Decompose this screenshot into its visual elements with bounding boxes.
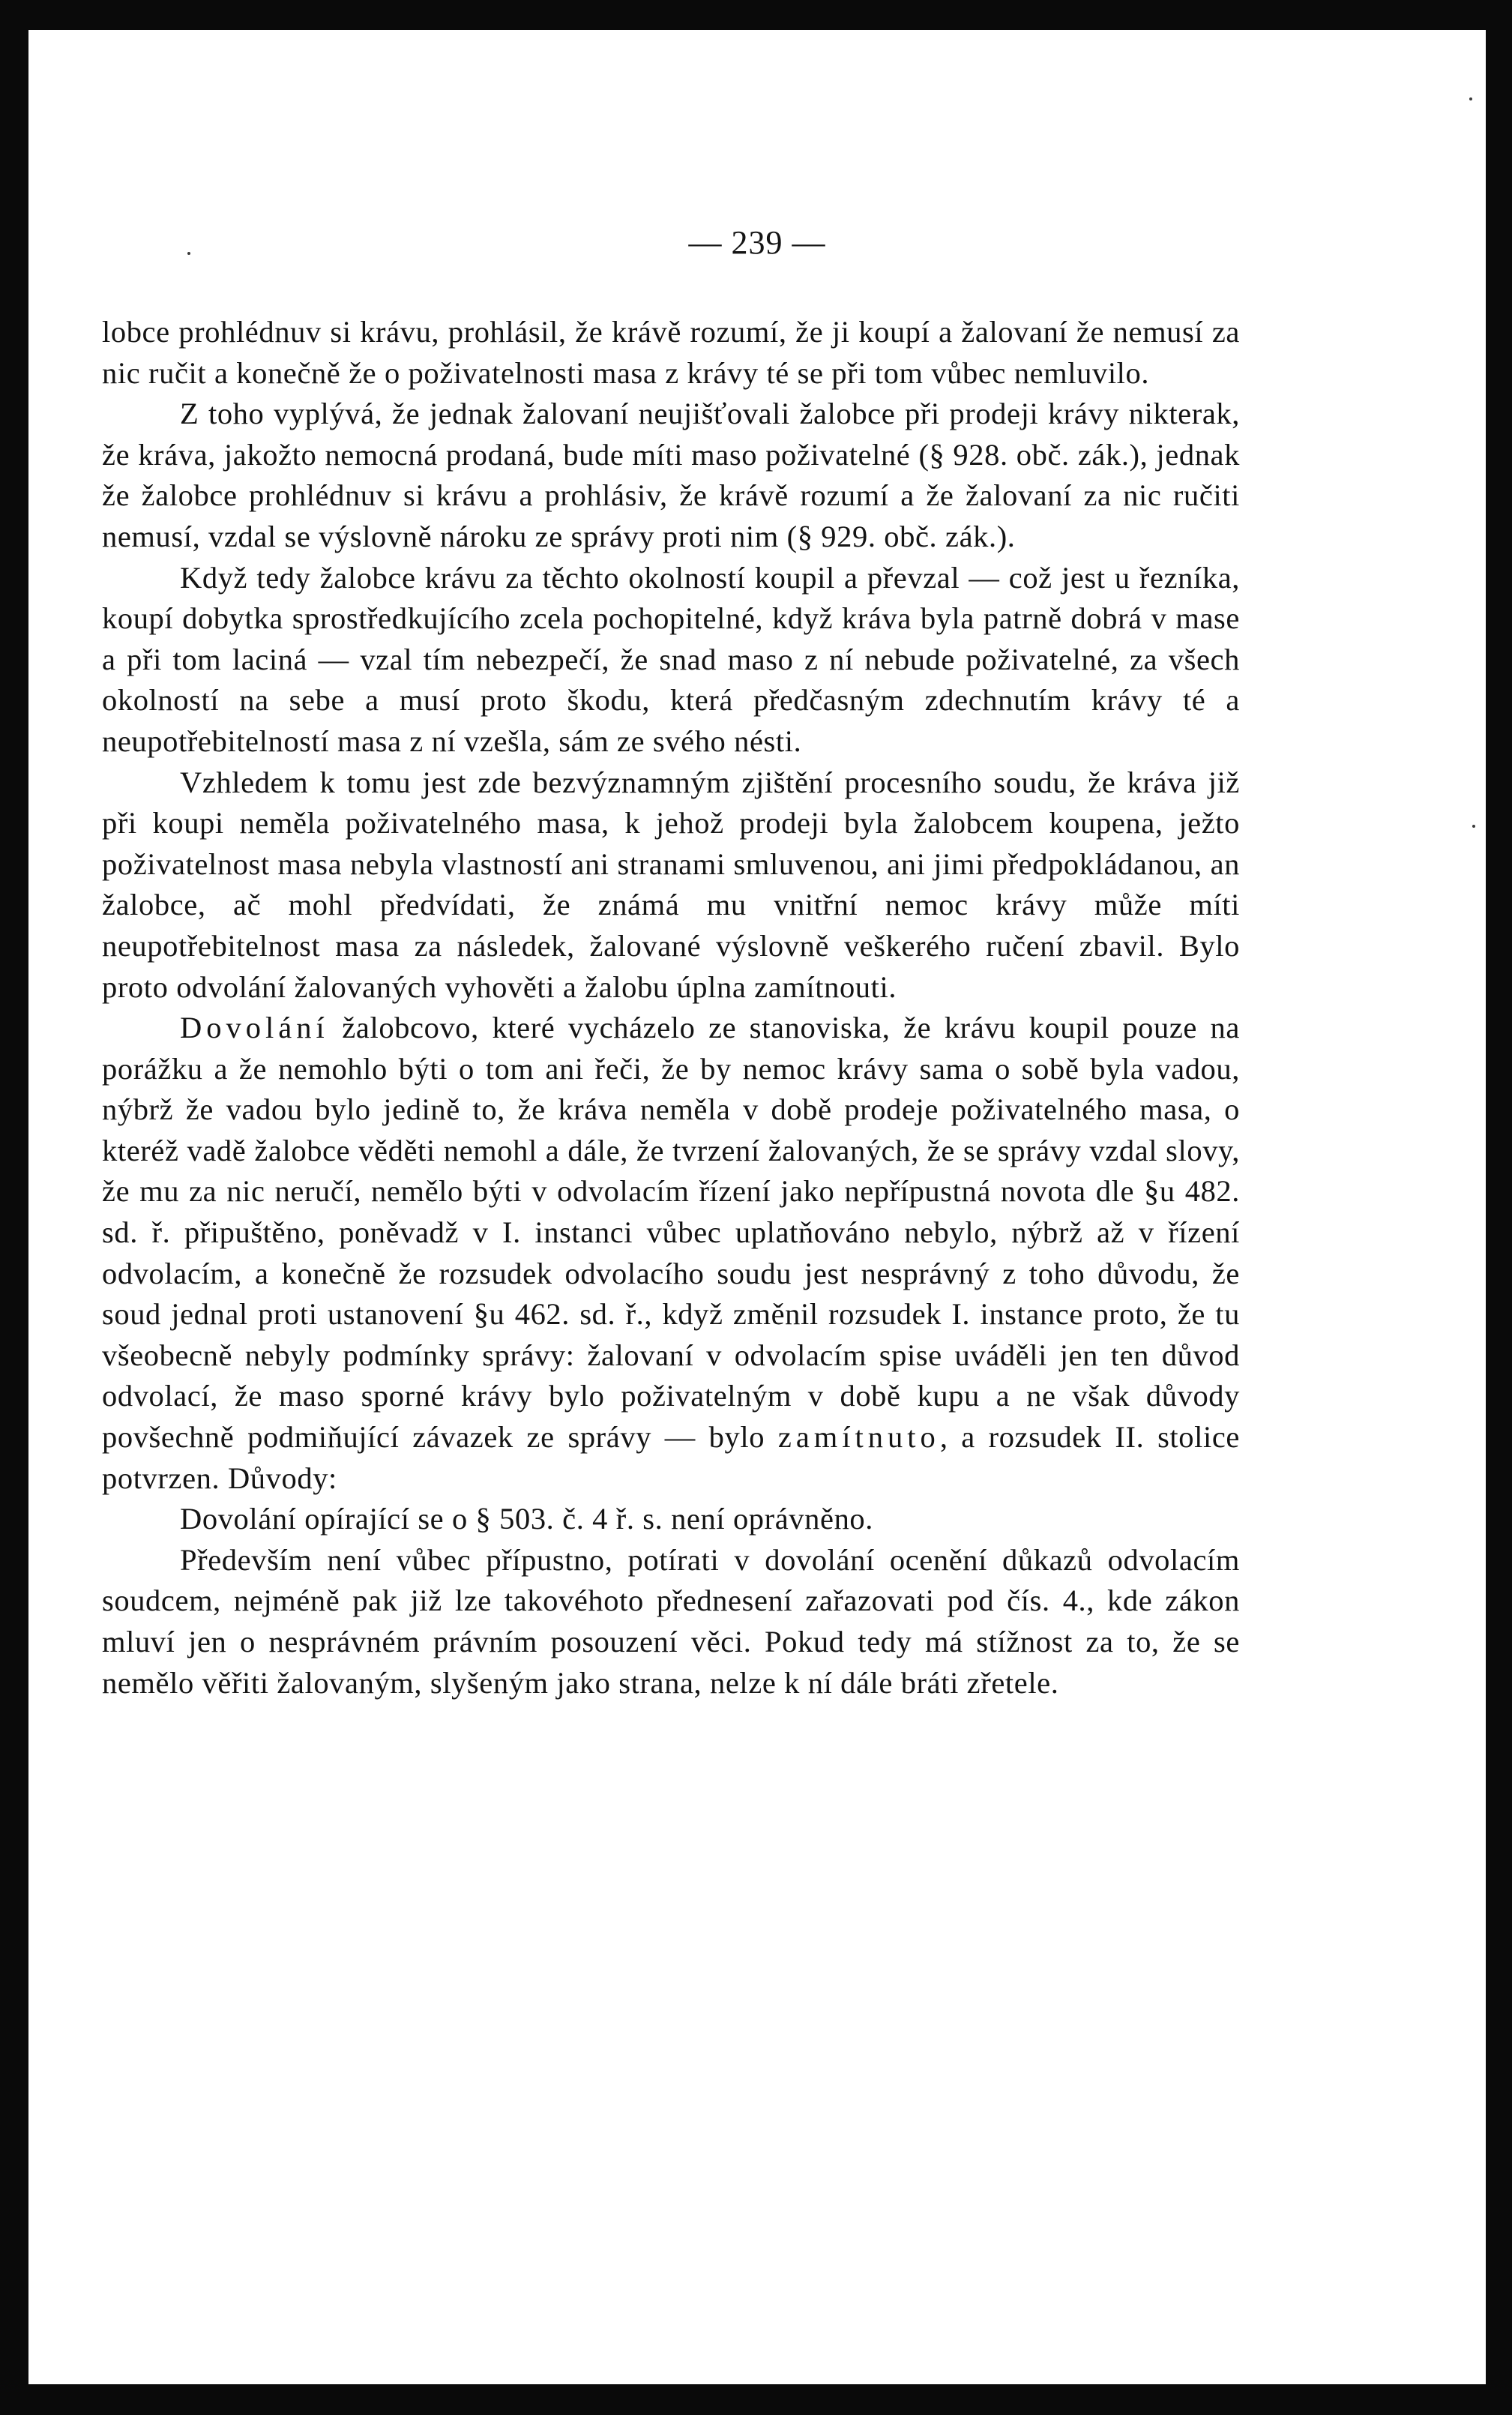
paragraph-2: Z toho vyplývá, že jednak žalovaní neujišťovali žalobce při prodeji krávy nikterak, že kráva, jakožto nemocná prodaná, bude míti maso poživatelné (§ 928. obč. zák.), jednak že žalobce prohlédnuv si krávu a prohlásiv, že krávě rozumí a že žalovaní za nic ručiti nemusí, vzdal se výslovně nároku ze správy proti nim (§ 929. obč. zák.). xyxy=(102,397,1240,553)
paragraph-6: Dovolání opírající se o § 503. č. 4 ř. s. není oprávněno. xyxy=(180,1502,874,1536)
paragraph-1: lobce prohlédnuv si krávu, prohlásil, že krávě rozumí, že ji koupí a žalovaní že nemusí za nic ručit a konečně že o poživatelnosti masa z krávy té se při tom vůbec nemluvilo. xyxy=(102,315,1240,390)
scan-speck xyxy=(1472,825,1475,828)
scan-speck xyxy=(187,252,190,255)
paragraph-3: Když tedy žalobce krávu za těchto okolností koupil a převzal — což jest u řezníka, koupí dobytka sprostředkujícího zcela pochopitelné, když kráva byla patrně dobrá v mase a při tom laciná — vzal tím nebezpečí, že snad maso z ní nebude poživatelné, za všech okolností na sebe a musí proto škodu, která předčasným zdechnutím krávy té a neupotřebitelností masa z ní vzešla, sám ze svého nésti. xyxy=(102,560,1240,758)
spaced-word-zamitnuto: zamítnuto xyxy=(777,1420,940,1455)
paragraph-5-body: žalobcovo, které vycházelo ze stanoviska, že krávu koupil pouze na porážku a že nemohlo býti o tom ani řeči, že by nemoc krávy sama o sobě byla vadou, nýbrž že vadou bylo jedině to, že kráva neměla v době prodeje poživatelného masa, o kteréž vadě žalobce věděti nemohl a dále, že tvrzení žalovaných, že se správy vzdal slovy, že mu za nic neručí, nemělo býti v odvolacím řízení jako nepřípustná novota dle §u 482. sd. ř. připuštěno, poněvadž v I. instanci vůbec uplatňováno nebylo, nýbrž až v řízení odvolacím, a konečně že rozsudek odvolacího soudu jest nesprávný z toho důvodu, že soud jednal proti ustanovení §u 462. sd. ř., když změnil rozsudek I. instance proto, že tu všeobecně nebyly podmínky správy: žalovaní v odvolacím spise uváděli jen ten důvod odvolací, že maso sporné krávy bylo poživatelným v době kupu a ne však důvody povšechně podmiňující závazek ze správy — bylo xyxy=(102,1011,1240,1455)
book-page xyxy=(28,30,1486,2384)
paragraph-4: Vzhledem k tomu jest zde bezvýznamným zjištění procesního soudu, že kráva již při koupi neměla poživatelného masa, k jehož prodeji byla žalobcem koupena, ježto poživatelnost masa nebyla vlastností ani stranami smluvenou, ani jimi předpokládanou, an žalobce, ač mohl předvídati, že známá mu vnitřní nemoc krávy může míti neupotřebitelnost masa za následek, žalované výslovně veškerého ručení zbavil. Bylo proto odvolání žalovaných vyhověti a žalobu úplna zamítnouti. xyxy=(102,765,1240,1004)
paragraph-5 xyxy=(102,1008,1240,1499)
scan-speck xyxy=(1469,97,1472,100)
body-text xyxy=(102,312,1240,1703)
paragraph-7: Především není vůbec přípustno, potírati v dovolání ocenění důkazů odvolacím soudcem, nejméně pak již lze takovéhoto přednesení zařazovati pod čís. 4., kde zákon mluví jen o nesprávném právním posouzení věci. Pokud tedy má stížnost za to, že se nemělo věřiti žalovaným, slyšeným jako strana, nelze k ní dále bráti zřetele. xyxy=(102,1542,1240,1700)
paragraph-5-tail: , a rozsudek II. stolice potvrzen. Důvody: xyxy=(102,1420,1240,1495)
spaced-word-dovolani: Dovolání xyxy=(180,1011,329,1045)
page-number: — 239 — xyxy=(688,224,826,261)
